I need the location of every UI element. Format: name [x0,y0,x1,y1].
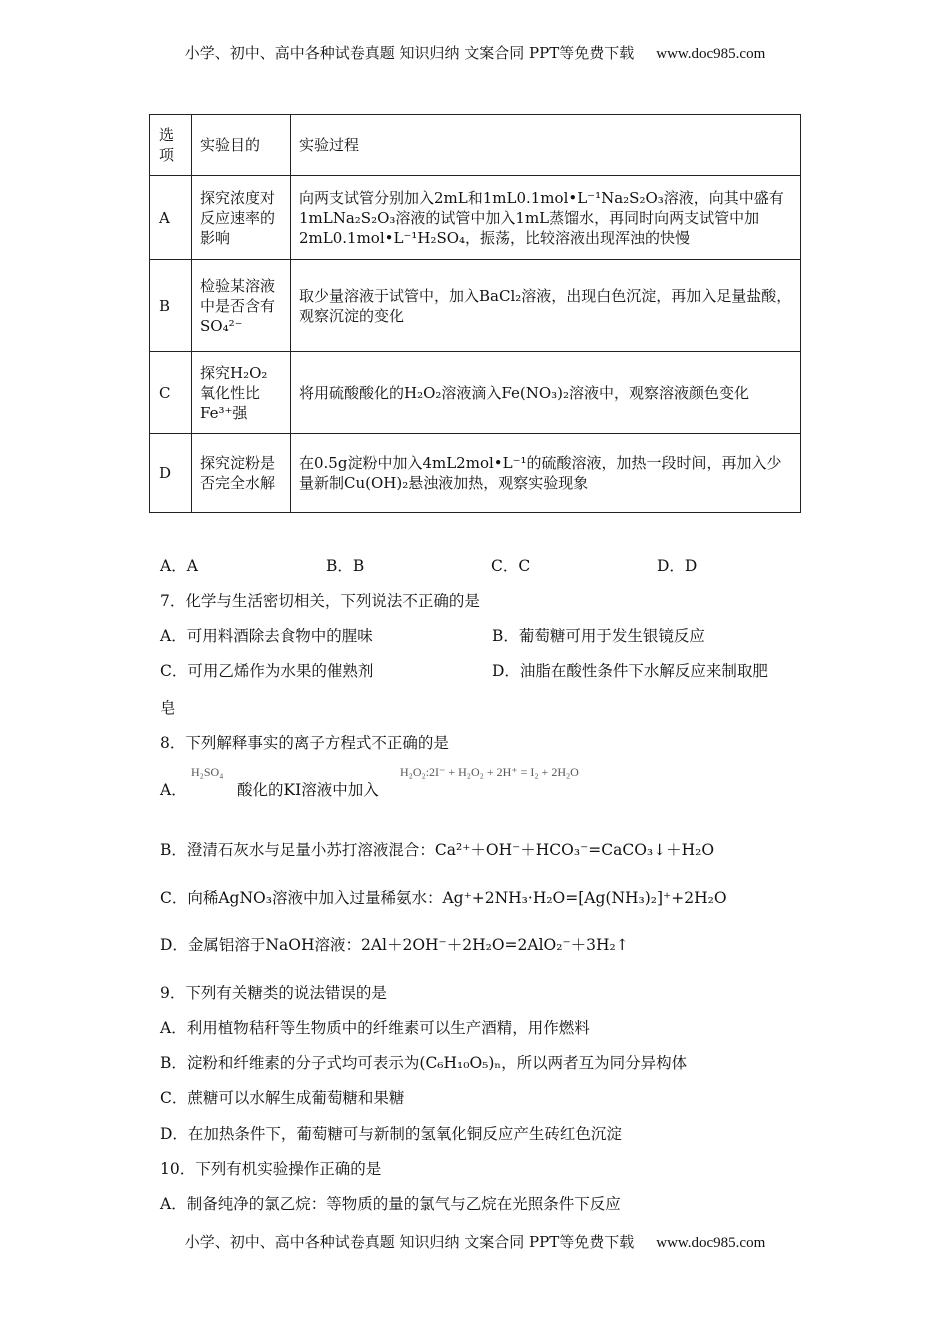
q8-option-b[interactable]: B．澄清石灰水与足量小苏打溶液混合：Ca²⁺＋OH⁻＋HCO₃⁻=CaCO₃↓＋H₂O [160,841,715,859]
q7-option-a[interactable]: A．可用料酒除去食物中的腥味 [160,627,373,645]
header-purpose: 实验目的 [192,115,291,176]
q8-formula-reaction: H₂O₂:2I⁻ + H₂O₂ + 2H⁺ = I₂ + 2H₂O [400,765,579,779]
header-process: 实验过程 [291,115,801,176]
row-process: 将用硫酸酸化的H₂O₂溶液滴入Fe(NO₃)₂溶液中，观察溶液颜色变化 [291,352,801,434]
q8-option-a-label: A． [160,781,187,799]
row-purpose: 探究浓度对反应速率的影响 [192,176,291,260]
row-process: 取少量溶液于试管中，加入BaCl₂溶液，出现白色沉淀，再加入足量盐酸，观察沉淀的变化 [291,260,801,352]
q6-option-b[interactable]: B．B [326,557,365,575]
q8-option-d[interactable]: D．金属铝溶于NaOH溶液：2Al＋2OH⁻＋2H₂O=2AlO₂⁻＋3H₂↑ [160,936,629,954]
row-purpose: 探究淀粉是否完全水解 [192,434,291,513]
q6-option-a[interactable]: A．A [160,557,198,575]
q9-option-c[interactable]: C．蔗糖可以水解生成葡萄糖和果糖 [160,1089,405,1107]
row-process: 在0.5g淀粉中加入4mL2mol•L⁻¹的硫酸溶液，加热一段时间，再加入少量新制Cu(OH)₂悬浊液加热，观察实验现象 [291,434,801,513]
row-purpose: 检验某溶液中是否含有SO₄²⁻ [192,260,291,352]
q6-option-d[interactable]: D．D [657,557,698,575]
table-row [150,434,801,513]
row-option: A [150,176,192,260]
header-website[interactable]: www.doc985.com [656,46,766,62]
q7-stem: 7．化学与生活密切相关，下列说法不正确的是 [160,592,480,610]
row-option: C [150,352,192,434]
footer-text: 小学、初中、高中各种试卷真题 知识归纳 文案合同 PPT等免费下载 [184,1233,635,1251]
row-purpose: 探究H₂O₂氧化性比Fe³⁺强 [192,352,291,434]
footer-website[interactable]: www.doc985.com [656,1235,766,1251]
q10-option-a[interactable]: A．制备纯净的氯乙烷：等物质的量的氯气与乙烷在光照条件下反应 [160,1195,621,1213]
q9-stem: 9．下列有关糖类的说法错误的是 [160,984,387,1002]
q8-stem: 8．下列解释事实的离子方程式不正确的是 [160,734,449,752]
q7-option-d-continued: 皂 [160,699,176,717]
q7-option-c[interactable]: C．可用乙烯作为水果的催熟剂 [160,662,374,680]
q9-option-a[interactable]: A．利用植物秸秆等生物质中的纤维素可以生产酒精，用作燃料 [160,1019,590,1037]
row-process: 向两支试管分别加入2mL和1mL0.1mol•L⁻¹Na₂S₂O₃溶液，向其中盛有1mLNa₂S₂O₃溶液的试管中加入1mL蒸馏水，再同时向两支试管中加2mL0.1mol•L⁻¹H₂SO₄，振荡，比较溶液出现浑浊的快慢 [291,176,801,260]
q6-option-c[interactable]: C．C [491,557,531,575]
q9-option-d[interactable]: D．在加热条件下，葡萄糖可与新制的氢氧化铜反应产生砖红色沉淀 [160,1125,622,1143]
page-footer [0,1231,950,1252]
q8-option-a-text: 酸化的KI溶液中加入 [237,781,379,799]
q7-option-b[interactable]: B．葡萄糖可用于发生银镜反应 [492,627,705,645]
page-header [0,42,950,63]
table-header-row [150,115,801,176]
q8-formula-h2so4: H₂SO₄ [191,765,224,779]
experiment-table [149,114,801,513]
table-row [150,176,801,260]
row-option: D [150,434,192,513]
q10-stem: 10．下列有机实验操作正确的是 [160,1160,382,1178]
table-row [150,352,801,434]
table-row [150,260,801,352]
q7-option-d[interactable]: D．油脂在酸性条件下水解反应来制取肥 [492,662,768,680]
row-option: B [150,260,192,352]
header-option: 选项 [150,115,192,176]
q8-option-a[interactable] [160,778,187,800]
q8-option-c[interactable]: C．向稀AgNO₃溶液中加入过量稀氨水：Ag⁺+2NH₃·H₂O=[Ag(NH₃)₂]⁺+2H₂O [160,889,727,907]
header-text: 小学、初中、高中各种试卷真题 知识归纳 文案合同 PPT等免费下载 [184,44,635,62]
q9-option-b[interactable]: B．淀粉和纤维素的分子式均可表示为(C₆H₁₀O₅)ₙ，所以两者互为同分异构体 [160,1054,688,1072]
